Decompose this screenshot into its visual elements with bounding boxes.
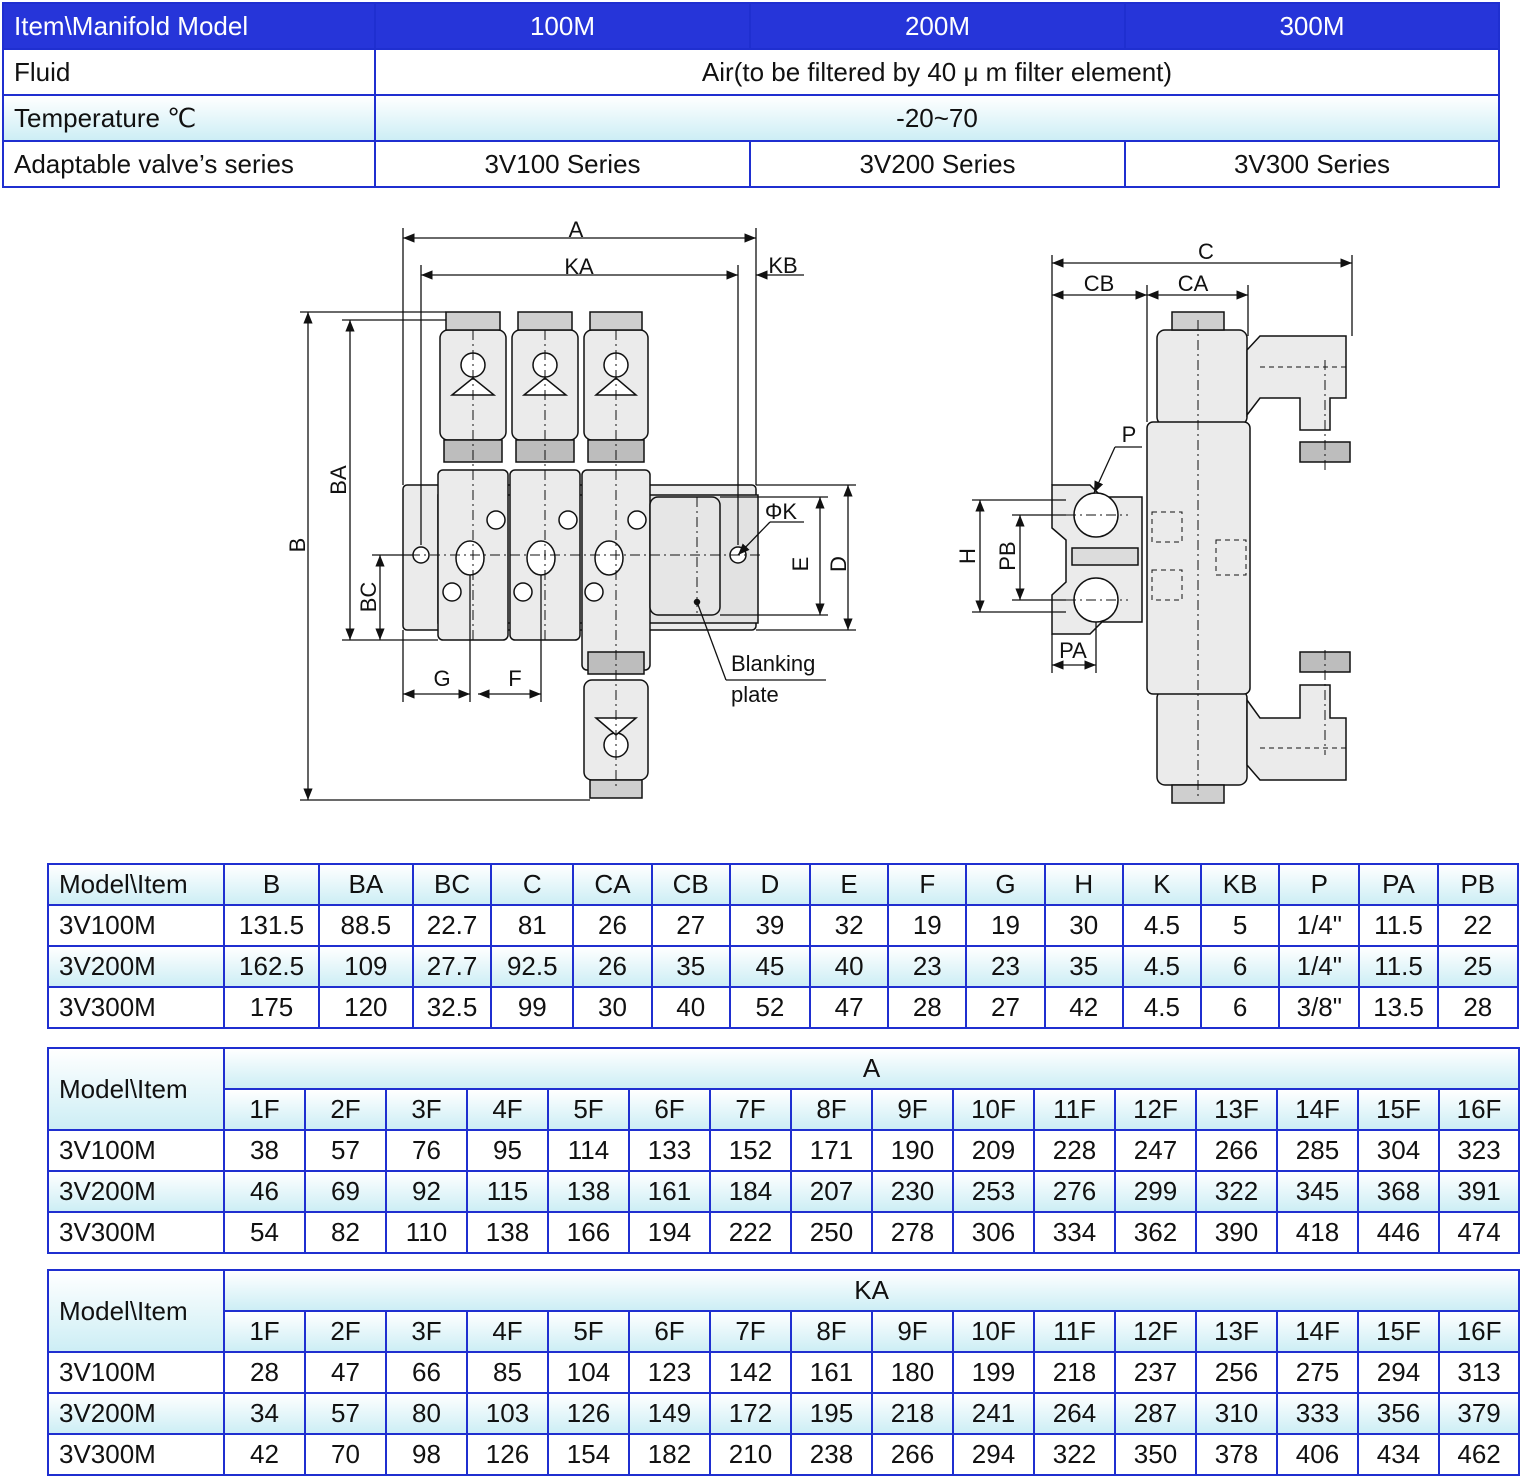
value-cell: 166 (548, 1212, 629, 1253)
value-cell: 218 (872, 1393, 953, 1434)
station-header: 14F (1277, 1311, 1358, 1352)
value-cell: 378 (1196, 1434, 1277, 1475)
value-cell: 285 (1277, 1130, 1358, 1171)
model-cell: 3V200M (48, 946, 224, 987)
value-cell: 115 (467, 1171, 548, 1212)
dim-label-ca: CA (1177, 271, 1209, 296)
value-cell: 92.5 (491, 946, 573, 987)
override-1 (456, 541, 484, 575)
value-cell: 256 (1196, 1352, 1277, 1393)
station-header: 15F (1358, 1089, 1439, 1130)
dim-col-pa: PA (1359, 864, 1437, 905)
value-cell: 322 (1034, 1434, 1115, 1475)
value-cell: 30 (573, 987, 651, 1028)
station-header: 7F (710, 1311, 791, 1352)
value-cell: 45 (730, 946, 810, 987)
value-cell: 3/8" (1279, 987, 1359, 1028)
value-cell: 294 (1358, 1352, 1439, 1393)
dim-col-ba: BA (319, 864, 413, 905)
model-cell: 3V100M (48, 1130, 224, 1171)
value-cell: 82 (305, 1212, 386, 1253)
dimensions-corner: Model\Item (48, 864, 224, 905)
value-cell: 88.5 (319, 905, 413, 946)
value-cell: 199 (953, 1352, 1034, 1393)
value-cell: 266 (872, 1434, 953, 1475)
fluid-label: Fluid (3, 49, 375, 95)
value-cell: 40 (652, 987, 730, 1028)
value-cell: 222 (710, 1212, 791, 1253)
value-cell: 19 (888, 905, 966, 946)
value-cell: 92 (386, 1171, 467, 1212)
value-cell: 266 (1196, 1130, 1277, 1171)
value-cell: 264 (1034, 1393, 1115, 1434)
blanking-plate-label-2: plate (731, 682, 779, 707)
side-coil-top (1157, 330, 1247, 425)
station-header: 5F (548, 1089, 629, 1130)
table-row (48, 1212, 1519, 1253)
dim-label-e: E (788, 556, 813, 572)
value-cell: 1/4" (1279, 946, 1359, 987)
dim-label-ba: BA (326, 465, 351, 495)
dim-col-e: E (810, 864, 888, 905)
value-cell: 142 (710, 1352, 791, 1393)
dim-col-bc: BC (413, 864, 491, 905)
value-cell: 34 (224, 1393, 305, 1434)
value-cell: 103 (467, 1393, 548, 1434)
side-view (1052, 312, 1350, 803)
fluid-value: Air(to be filtered by 40 μ m filter element) (375, 49, 1499, 95)
dim-col-g: G (966, 864, 1044, 905)
station-header: 15F (1358, 1311, 1439, 1352)
value-cell: 66 (386, 1352, 467, 1393)
station-header: 16F (1439, 1311, 1519, 1352)
station-header: 9F (872, 1089, 953, 1130)
value-cell: 446 (1358, 1212, 1439, 1253)
value-cell: 379 (1439, 1393, 1519, 1434)
value-cell: 27.7 (413, 946, 491, 987)
value-cell: 27 (966, 987, 1044, 1028)
value-cell: 182 (629, 1434, 710, 1475)
dim-col-f: F (888, 864, 966, 905)
value-cell: 6 (1201, 987, 1279, 1028)
value-cell: 57 (305, 1393, 386, 1434)
value-cell: 85 (467, 1352, 548, 1393)
dimensions-header-row (48, 864, 1518, 905)
table-row (48, 1352, 1519, 1393)
value-cell: 126 (548, 1393, 629, 1434)
value-cell: 253 (953, 1171, 1034, 1212)
model-cell: 3V100M (48, 905, 224, 946)
dim-col-h: H (1045, 864, 1123, 905)
dim-col-cb: CB (652, 864, 730, 905)
value-cell: 19 (966, 905, 1044, 946)
series-300: 3V300 Series (1125, 141, 1499, 187)
value-cell: 28 (1438, 987, 1518, 1028)
dim-label-ka: KA (564, 254, 594, 279)
value-cell: 190 (872, 1130, 953, 1171)
value-cell: 38 (224, 1130, 305, 1171)
value-cell: 276 (1034, 1171, 1115, 1212)
value-cell: 42 (1045, 987, 1123, 1028)
value-cell: 98 (386, 1434, 467, 1475)
value-cell: 462 (1439, 1434, 1519, 1475)
station-header: 11F (1034, 1089, 1115, 1130)
station-header: 12F (1115, 1089, 1196, 1130)
value-cell: 28 (888, 987, 966, 1028)
station-header: 4F (467, 1089, 548, 1130)
dim-col-d: D (730, 864, 810, 905)
station-header: 8F (791, 1089, 872, 1130)
value-cell: 28 (224, 1352, 305, 1393)
value-cell: 299 (1115, 1171, 1196, 1212)
value-cell: 362 (1115, 1212, 1196, 1253)
spec-header-100m: 100M (375, 3, 750, 49)
table-a-stations-row (48, 1089, 1519, 1130)
value-cell: 230 (872, 1171, 953, 1212)
spec-header-item: Item\Manifold Model (3, 3, 375, 49)
dim-label-kb: KB (768, 253, 798, 278)
value-cell: 25 (1438, 946, 1518, 987)
value-cell: 323 (1439, 1130, 1519, 1171)
value-cell: 99 (491, 987, 573, 1028)
cap-1 (446, 312, 500, 330)
station-header: 8F (791, 1311, 872, 1352)
table-ka-body (48, 1352, 1519, 1475)
table-row (48, 1434, 1519, 1475)
station-header: 10F (953, 1311, 1034, 1352)
cap-2 (518, 312, 572, 330)
value-cell: 22.7 (413, 905, 491, 946)
temperature-label: Temperature ℃ (3, 95, 375, 141)
dim-col-k: K (1123, 864, 1201, 905)
blanking-plate-label-1: Blanking (731, 651, 816, 676)
side-connector-top (1247, 336, 1346, 430)
value-cell: 70 (305, 1434, 386, 1475)
value-cell: 95 (467, 1130, 548, 1171)
table-row (48, 1171, 1519, 1212)
spec-header-300m: 300M (1125, 3, 1499, 49)
value-cell: 238 (791, 1434, 872, 1475)
dim-col-ca: CA (573, 864, 651, 905)
dim-label-d: D (826, 556, 851, 572)
value-cell: 304 (1358, 1130, 1439, 1171)
table-row (48, 987, 1518, 1028)
value-cell: 47 (305, 1352, 386, 1393)
dim-label-phik: ΦK (764, 499, 798, 524)
value-cell: 32 (810, 905, 888, 946)
table-a-corner: Model\Item (48, 1048, 224, 1130)
body-screw (443, 583, 461, 601)
cap-bottom (590, 780, 642, 798)
table-ka-corner: Model\Item (48, 1270, 224, 1352)
table-a-title-row (48, 1048, 1519, 1089)
value-cell: 218 (1034, 1352, 1115, 1393)
value-cell: 47 (810, 987, 888, 1028)
value-cell: 13.5 (1359, 987, 1437, 1028)
value-cell: 42 (224, 1434, 305, 1475)
station-header: 16F (1439, 1089, 1519, 1130)
value-cell: 104 (548, 1352, 629, 1393)
value-cell: 195 (791, 1393, 872, 1434)
value-cell: 171 (791, 1130, 872, 1171)
station-header: 6F (629, 1089, 710, 1130)
blanking-plate (650, 497, 720, 615)
dim-label-bc: BC (356, 581, 381, 613)
station-header: 6F (629, 1311, 710, 1352)
value-cell: 278 (872, 1212, 953, 1253)
table-row (48, 1130, 1519, 1171)
model-cell: 3V200M (48, 1393, 224, 1434)
dim-label-cb: CB (1083, 271, 1115, 296)
dim-label-h: H (955, 548, 980, 564)
value-cell: 30 (1045, 905, 1123, 946)
dim-label-p: P (1121, 422, 1137, 447)
value-cell: 247 (1115, 1130, 1196, 1171)
dimensions-table (47, 863, 1519, 1029)
dimensions-body (48, 905, 1518, 1028)
value-cell: 310 (1196, 1393, 1277, 1434)
value-cell: 241 (953, 1393, 1034, 1434)
table-row (48, 946, 1518, 987)
value-cell: 138 (467, 1212, 548, 1253)
value-cell: 54 (224, 1212, 305, 1253)
value-cell: 32.5 (413, 987, 491, 1028)
value-cell: 4.5 (1123, 946, 1201, 987)
model-cell: 3V300M (48, 1212, 224, 1253)
series-100: 3V100 Series (375, 141, 750, 187)
value-cell: 306 (953, 1212, 1034, 1253)
dim-label-f: F (508, 666, 522, 691)
value-cell: 334 (1034, 1212, 1115, 1253)
value-cell: 110 (386, 1212, 467, 1253)
body-screw (585, 583, 603, 601)
value-cell: 209 (953, 1130, 1034, 1171)
value-cell: 109 (319, 946, 413, 987)
value-cell: 23 (966, 946, 1044, 987)
station-header: 2F (305, 1311, 386, 1352)
value-cell: 23 (888, 946, 966, 987)
table-ka-title: KA (224, 1270, 1519, 1311)
value-cell: 4.5 (1123, 905, 1201, 946)
dim-label-pa: PA (1059, 638, 1087, 663)
value-cell: 180 (872, 1352, 953, 1393)
dim-col-c: C (491, 864, 573, 905)
side-slot (1072, 548, 1138, 565)
value-cell: 123 (629, 1352, 710, 1393)
dim-label-a: A (568, 217, 584, 242)
value-cell: 6 (1201, 946, 1279, 987)
value-cell: 154 (548, 1434, 629, 1475)
value-cell: 114 (548, 1130, 629, 1171)
station-header: 3F (386, 1311, 467, 1352)
body-screw (514, 583, 532, 601)
value-cell: 350 (1115, 1434, 1196, 1475)
dim-label-g: G (433, 666, 451, 691)
table-a (47, 1047, 1520, 1254)
value-cell: 27 (652, 905, 730, 946)
table-a-body (48, 1130, 1519, 1253)
value-cell: 333 (1277, 1393, 1358, 1434)
value-cell: 4.5 (1123, 987, 1201, 1028)
station-header: 10F (953, 1089, 1034, 1130)
station-header: 1F (224, 1311, 305, 1352)
station-header: 13F (1196, 1089, 1277, 1130)
override-2 (527, 541, 555, 575)
value-cell: 345 (1277, 1171, 1358, 1212)
value-cell: 161 (629, 1171, 710, 1212)
model-cell: 3V300M (48, 987, 224, 1028)
value-cell: 322 (1196, 1171, 1277, 1212)
value-cell: 184 (710, 1171, 791, 1212)
station-header: 7F (710, 1089, 791, 1130)
value-cell: 11.5 (1359, 946, 1437, 987)
value-cell: 237 (1115, 1352, 1196, 1393)
dim-label-pb: PB (995, 541, 1020, 571)
value-cell: 149 (629, 1393, 710, 1434)
station-header: 2F (305, 1089, 386, 1130)
value-cell: 133 (629, 1130, 710, 1171)
table-ka (47, 1269, 1520, 1476)
value-cell: 131.5 (224, 905, 318, 946)
value-cell: 40 (810, 946, 888, 987)
model-cell: 3V100M (48, 1352, 224, 1393)
value-cell: 356 (1358, 1393, 1439, 1434)
series-label: Adaptable valve’s series (3, 141, 375, 187)
value-cell: 81 (491, 905, 573, 946)
station-header: 12F (1115, 1311, 1196, 1352)
value-cell: 52 (730, 987, 810, 1028)
value-cell: 207 (791, 1171, 872, 1212)
table-row (48, 1393, 1519, 1434)
value-cell: 162.5 (224, 946, 318, 987)
station-header: 14F (1277, 1089, 1358, 1130)
dim-col-kb: KB (1201, 864, 1279, 905)
value-cell: 57 (305, 1130, 386, 1171)
value-cell: 69 (305, 1171, 386, 1212)
model-cell: 3V200M (48, 1171, 224, 1212)
value-cell: 368 (1358, 1171, 1439, 1212)
value-cell: 26 (573, 946, 651, 987)
value-cell: 228 (1034, 1130, 1115, 1171)
value-cell: 172 (710, 1393, 791, 1434)
temperature-value: -20~70 (375, 95, 1499, 141)
value-cell: 250 (791, 1212, 872, 1253)
value-cell: 76 (386, 1130, 467, 1171)
value-cell: 80 (386, 1393, 467, 1434)
value-cell: 175 (224, 987, 318, 1028)
series-200: 3V200 Series (750, 141, 1125, 187)
value-cell: 35 (652, 946, 730, 987)
value-cell: 1/4" (1279, 905, 1359, 946)
table-row (48, 905, 1518, 946)
value-cell: 391 (1439, 1171, 1519, 1212)
value-cell: 313 (1439, 1352, 1519, 1393)
value-cell: 406 (1277, 1434, 1358, 1475)
value-cell: 126 (467, 1434, 548, 1475)
value-cell: 152 (710, 1130, 791, 1171)
model-cell: 3V300M (48, 1434, 224, 1475)
dim-col-pb: PB (1438, 864, 1518, 905)
value-cell: 5 (1201, 905, 1279, 946)
value-cell: 390 (1196, 1212, 1277, 1253)
value-cell: 161 (791, 1352, 872, 1393)
value-cell: 138 (548, 1171, 629, 1212)
station-header: 4F (467, 1311, 548, 1352)
station-header: 11F (1034, 1311, 1115, 1352)
value-cell: 294 (953, 1434, 1034, 1475)
dim-label-b: B (285, 537, 310, 553)
station-header: 1F (224, 1089, 305, 1130)
value-cell: 210 (710, 1434, 791, 1475)
value-cell: 46 (224, 1171, 305, 1212)
override-3 (595, 541, 623, 575)
cap-3 (590, 312, 642, 330)
station-header: 3F (386, 1089, 467, 1130)
value-cell: 287 (1115, 1393, 1196, 1434)
table-ka-title-row (48, 1270, 1519, 1311)
value-cell: 120 (319, 987, 413, 1028)
table-a-title: A (224, 1048, 1519, 1089)
value-cell: 434 (1358, 1434, 1439, 1475)
value-cell: 39 (730, 905, 810, 946)
side-connector-bottom (1247, 685, 1346, 780)
body-screw (628, 511, 646, 529)
station-header: 13F (1196, 1311, 1277, 1352)
dim-col-p: P (1279, 864, 1359, 905)
body-screw (487, 511, 505, 529)
table-ka-stations-row (48, 1311, 1519, 1352)
spec-header-200m: 200M (750, 3, 1125, 49)
body-screw (559, 511, 577, 529)
value-cell: 275 (1277, 1352, 1358, 1393)
station-header: 9F (872, 1311, 953, 1352)
dim-col-b: B (224, 864, 318, 905)
value-cell: 474 (1439, 1212, 1519, 1253)
side-coil-bottom (1157, 690, 1247, 785)
value-cell: 26 (573, 905, 651, 946)
value-cell: 11.5 (1359, 905, 1437, 946)
station-header: 5F (548, 1311, 629, 1352)
value-cell: 194 (629, 1212, 710, 1253)
dim-label-c: C (1198, 239, 1214, 264)
value-cell: 418 (1277, 1212, 1358, 1253)
value-cell: 22 (1438, 905, 1518, 946)
value-cell: 35 (1045, 946, 1123, 987)
